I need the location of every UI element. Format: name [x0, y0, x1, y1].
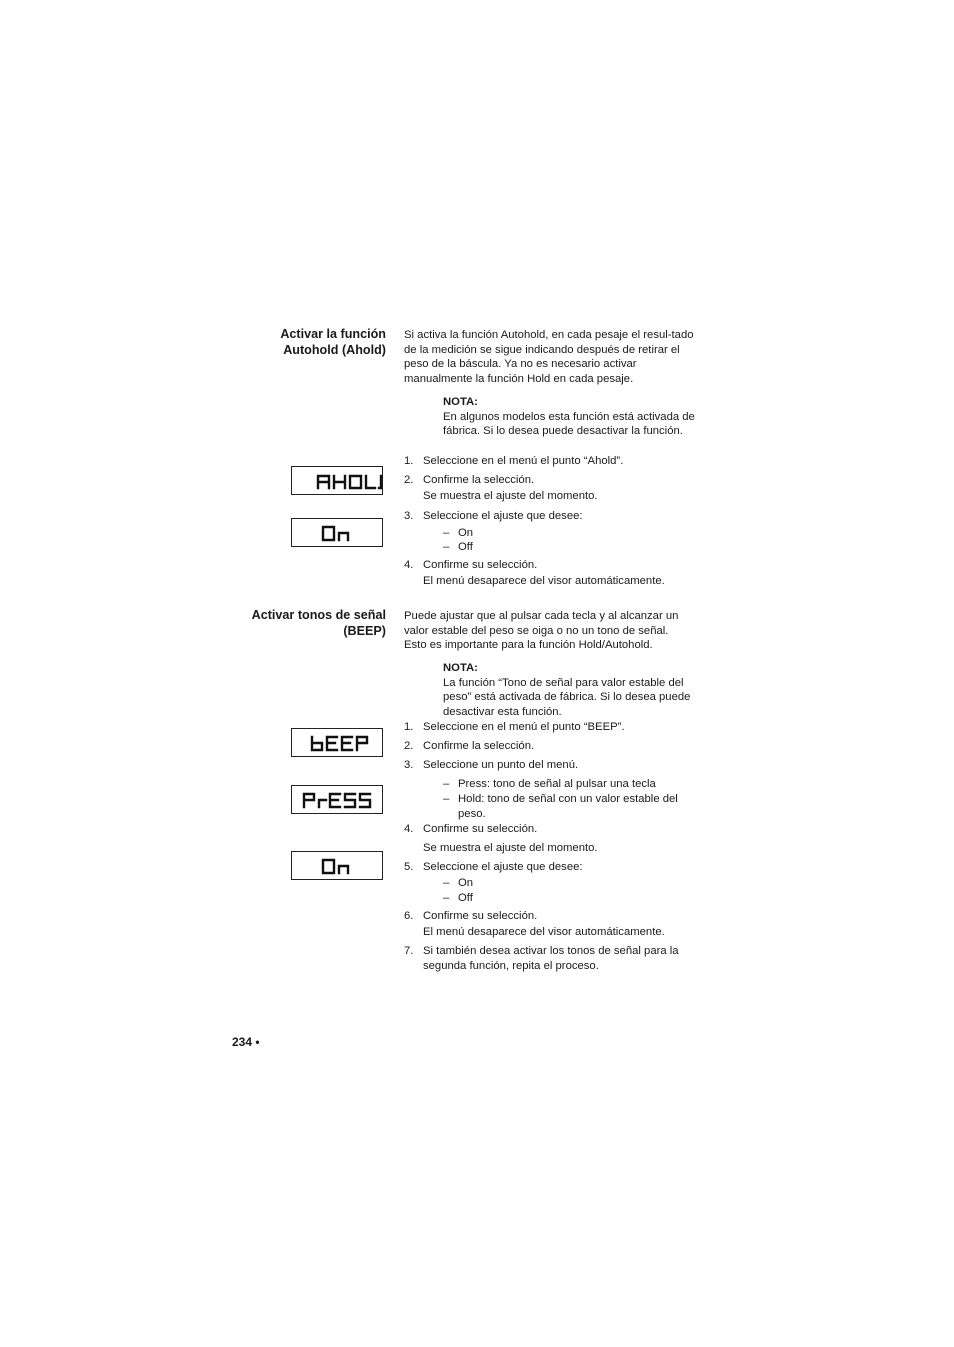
heading-line: (BEEP) — [343, 623, 386, 638]
step-subtext: Se muestra el ajuste del momento. — [423, 842, 598, 854]
menu-point-text: Hold: tono de señal con un valor estable del peso. — [458, 793, 678, 820]
step-item — [404, 739, 696, 754]
step-text: Seleccione un punto del menú. — [423, 759, 579, 771]
step-number: 3. — [404, 510, 414, 522]
step-number: 1. — [404, 455, 414, 467]
lcd-display-ahold — [291, 466, 383, 495]
option-text: On — [458, 527, 474, 539]
step-text: Seleccione en el menú el punto “Ahold”. — [423, 455, 624, 467]
option-text: On — [458, 877, 474, 889]
step-text: Seleccione el ajuste que desee: — [423, 861, 583, 873]
step-item — [404, 944, 696, 973]
step-number: 2. — [404, 740, 414, 752]
step-number: 3. — [404, 759, 414, 771]
step-item — [404, 720, 696, 735]
step-item — [404, 454, 696, 469]
lcd-segments — [292, 729, 384, 758]
intro-paragraph: Si activa la función Autohold, en cada pesaje el resul-tado de la medición se sigue indicando después de retirar el peso de la báscula. Ya no es necesario activar manualmente la función Hold en cada pesaje. — [404, 329, 694, 385]
page-number: 234 • — [232, 1035, 260, 1049]
section-heading-beep — [186, 608, 386, 639]
lcd-display-beep — [291, 728, 383, 757]
note-block — [443, 395, 695, 439]
step-text: Seleccione el ajuste que desee: — [423, 510, 583, 522]
intro-paragraph: Puede ajustar que al pulsar cada tecla y al alcanzar un valor estable del peso se oiga o no un tono de señal. Esto es importante para la función Hold/Autohold. — [404, 610, 679, 652]
step-number: 1. — [404, 721, 414, 733]
note-block — [443, 661, 695, 719]
note-title: NOTA: — [443, 662, 478, 674]
option-text: Off — [458, 541, 473, 553]
lcd-segments — [292, 786, 384, 815]
note-title: NOTA: — [443, 396, 478, 408]
step-number: 7. — [404, 945, 414, 957]
step-text: Si también desea activar los tonos de señal para la segunda función, repita el proceso. — [423, 945, 679, 972]
lcd-segments — [292, 519, 384, 548]
step-subtext: El menú desaparece del visor automáticamente. — [423, 926, 665, 938]
option-text: Off — [458, 892, 473, 904]
step-item — [404, 758, 696, 773]
step-number: 2. — [404, 474, 414, 486]
menu-point-item: – Press: tono de señal al pulsar una tecla — [443, 777, 693, 792]
step-number: 4. — [404, 823, 414, 835]
lcd-segments — [292, 852, 384, 881]
step-text: Confirme su selección. — [423, 823, 538, 835]
option-item: – Off — [443, 891, 693, 906]
step-number: 5. — [404, 861, 414, 873]
option-item: – On — [443, 526, 693, 541]
note-text: La función “Tono de señal para valor estable del peso” está activada de fábrica. Si lo desea puede desactivar esta función. — [443, 676, 691, 718]
lcd-segments — [292, 467, 384, 496]
note-text: En algunos modelos esta función está activada de fábrica. Si lo desea puede desactivar la función. — [443, 410, 695, 438]
menu-point-text: Press: tono de señal al pulsar una tecla — [458, 778, 656, 790]
step-text: Confirme la selección. — [423, 474, 535, 486]
option-item: – On — [443, 876, 693, 891]
step-item — [404, 473, 696, 488]
section-heading-autohold — [186, 327, 386, 358]
step-text: Confirme su selección. — [423, 910, 538, 922]
lcd-display-on — [291, 518, 383, 547]
step-text: Confirme su selección. — [423, 559, 538, 571]
lcd-display-press — [291, 785, 383, 814]
step-item — [404, 509, 696, 524]
step-text: Seleccione en el menú el punto “BEEP”. — [423, 721, 625, 733]
heading-line: Autohold (Ahold) — [283, 342, 386, 357]
lcd-display-on — [291, 851, 383, 880]
menu-point-item: – Hold: tono de señal con un valor estable del peso. — [443, 792, 693, 821]
heading-line: Activar tonos de señal — [251, 608, 386, 622]
step-item — [404, 822, 696, 837]
step-subtext: El menú desaparece del visor automáticamente. — [423, 575, 665, 587]
step-text: Confirme la selección. — [423, 740, 535, 752]
step-subtext: Se muestra el ajuste del momento. — [423, 490, 598, 502]
step-item — [404, 558, 696, 573]
step-item — [404, 860, 696, 875]
step-number: 4. — [404, 559, 414, 571]
step-number: 6. — [404, 910, 414, 922]
step-item — [404, 909, 696, 924]
option-item: – Off — [443, 540, 693, 555]
heading-line: Activar la función — [280, 327, 386, 341]
